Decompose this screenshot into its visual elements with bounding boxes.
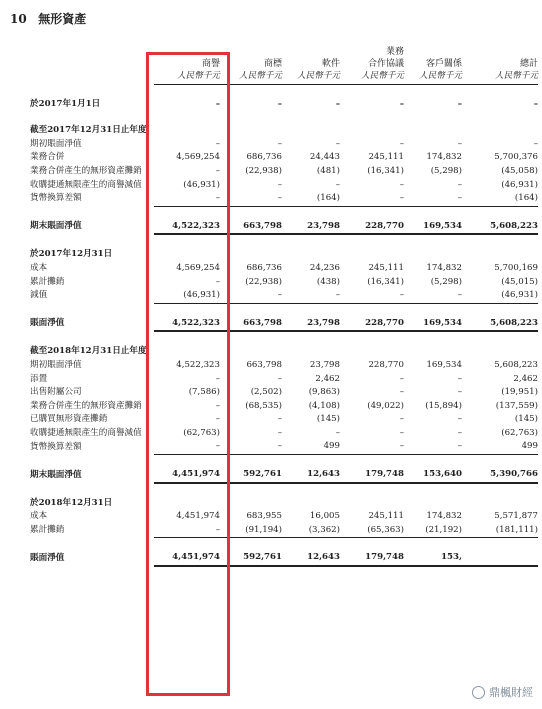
col-header-line1: 業務: [385, 47, 404, 57]
table-row: [30, 413, 538, 427]
col-header-customer-relationships: 客戶關係: [425, 59, 462, 69]
cell-value: 169,534: [404, 220, 462, 235]
row-label: 業務合併產生的無形資產攤銷: [30, 400, 142, 411]
cell-value: [154, 497, 220, 511]
cell-value: –: [457, 387, 462, 398]
row-label: 截至2017年12月31日止年度: [30, 125, 147, 136]
cell-value: 4,451,974: [154, 468, 220, 483]
cell-value: [462, 551, 538, 566]
table-row: [30, 373, 538, 387]
table-row: [30, 151, 538, 165]
cell-value: –: [215, 98, 220, 109]
cell-value: –: [533, 138, 538, 149]
cell-value: (7,586): [188, 387, 220, 398]
row-label: 收購捷通無限產生的商譽減值: [30, 179, 142, 190]
watermark-text: 鼎楓財經: [489, 686, 533, 699]
cell-value: 5,571,877: [494, 511, 538, 522]
cell-value: [154, 248, 220, 262]
cell-value: –: [399, 179, 404, 190]
cell-value: 24,443: [309, 152, 340, 163]
spacer-row: [30, 455, 538, 469]
cell-value: –: [404, 289, 462, 303]
col-header-software: 軟件: [321, 59, 340, 69]
cell-value: 663,798: [220, 220, 282, 235]
cell-value: (16,341): [367, 165, 404, 176]
unit-label: 人民幣千元: [462, 70, 538, 84]
row-label: 期初賬面淨值: [30, 359, 82, 370]
cell-value: 663,798: [246, 359, 282, 370]
cell-value: 592,761: [220, 468, 282, 483]
cell-value: 179,748: [340, 551, 404, 566]
unit-row: [30, 70, 538, 84]
cell-value: –: [277, 179, 282, 190]
cell-value: [282, 124, 340, 138]
cell-value: –: [457, 414, 462, 425]
cell-value: –: [220, 289, 282, 303]
cell-value: [404, 497, 462, 511]
cell-value: (45,058): [501, 165, 538, 176]
column-header-row-2: [30, 58, 538, 70]
cell-value: (145): [316, 414, 340, 425]
cell-value: –: [220, 192, 282, 206]
row-label: 賬面淨值: [30, 552, 65, 563]
cell-value: (438): [316, 276, 340, 287]
cell-value: (5,298): [430, 276, 462, 287]
col-header-goodwill: 商譽: [201, 59, 220, 69]
cell-value: (65,363): [340, 524, 404, 538]
cell-value: –: [399, 427, 404, 438]
cell-value: 5,608,223: [462, 317, 538, 332]
cell-value: –: [215, 276, 220, 287]
cell-value: –: [220, 440, 282, 454]
table-row: [30, 468, 538, 483]
unit-label: 人民幣千元: [154, 70, 220, 84]
cell-value: 686,736: [246, 262, 282, 273]
row-label: 貨幣換算差額: [30, 193, 82, 204]
cell-value: 2,462: [513, 373, 538, 384]
cell-value: –: [457, 138, 462, 149]
cell-value: (164): [282, 192, 340, 206]
cell-value: 23,798: [282, 220, 340, 235]
cell-value: 5,390,766: [462, 468, 538, 483]
cell-value: –: [399, 373, 404, 384]
cell-value: [220, 345, 282, 359]
cell-value: (45,015): [501, 276, 538, 287]
row-label: 期末賬面淨值: [30, 221, 82, 232]
cell-value: 24,236: [309, 262, 340, 273]
cell-value: 4,569,254: [176, 152, 220, 163]
wechat-logo-icon: [472, 686, 485, 699]
cell-value: 169,534: [426, 359, 462, 370]
cell-value: [282, 345, 340, 359]
cell-value: 23,798: [309, 359, 340, 370]
cell-value: 174,832: [426, 511, 462, 522]
cell-value: –: [215, 165, 220, 176]
table-row: [30, 427, 538, 441]
cell-value: (15,894): [425, 400, 462, 411]
unit-label: 人民幣千元: [282, 70, 340, 84]
cell-value: 16,005: [309, 511, 340, 522]
cell-value: –: [399, 138, 404, 149]
cell-value: 663,798: [220, 317, 282, 332]
col-header-line1: [220, 46, 282, 58]
cell-value: 5,608,223: [494, 359, 538, 370]
col-header-trademarks: 商標: [263, 59, 282, 69]
row-label: 成本: [30, 262, 48, 273]
table-row: [30, 400, 538, 414]
cell-value: 4,522,323: [154, 317, 220, 332]
cell-value: (68,535): [245, 400, 282, 411]
cell-value: 5,700,169: [494, 262, 538, 273]
table-row: [30, 551, 538, 566]
table-row: [30, 262, 538, 276]
cell-value: (2,502): [250, 387, 282, 398]
col-header-line1: [282, 46, 340, 58]
cell-value: [340, 497, 404, 511]
cell-value: (16,341): [367, 276, 404, 287]
cell-value: –: [399, 414, 404, 425]
cell-value: 499: [462, 440, 538, 454]
spacer-row: [30, 538, 538, 552]
spacer-row: [30, 111, 538, 124]
cell-value: (145): [514, 414, 538, 425]
spacer-row: [30, 303, 538, 317]
cell-value: 174,832: [426, 152, 462, 163]
row-label: 截至2018年12月31日止年度: [30, 346, 147, 357]
cell-value: –: [457, 98, 462, 109]
table-row: [30, 317, 538, 332]
row-label: 於2017年1月1日: [30, 98, 101, 109]
cell-value: 169,534: [404, 317, 462, 332]
cell-value: –: [215, 138, 220, 149]
cell-value: 4,569,254: [176, 262, 220, 273]
cell-value: (4,108): [308, 400, 340, 411]
row-label: 添置: [30, 373, 48, 384]
section-number: 10: [10, 12, 27, 26]
cell-value: (181,111): [462, 524, 538, 538]
cell-value: (481): [316, 165, 340, 176]
cell-value: (62,763): [183, 427, 220, 438]
cell-value: 683,955: [246, 511, 282, 522]
cell-value: [282, 497, 340, 511]
cell-value: 23,798: [282, 317, 340, 332]
cell-value: 5,608,223: [462, 220, 538, 235]
cell-value: [154, 345, 220, 359]
col-header-line1: [462, 46, 538, 58]
cell-value: –: [457, 179, 462, 190]
cell-value: [220, 124, 282, 138]
table-row: [30, 165, 538, 179]
cell-value: –: [340, 192, 404, 206]
table-row: [30, 192, 538, 206]
watermark: [469, 683, 536, 701]
cell-value: (9,863): [308, 387, 340, 398]
cell-value: [340, 124, 404, 138]
cell-value: –: [404, 440, 462, 454]
cell-value: –: [404, 192, 462, 206]
cell-value: [340, 248, 404, 262]
row-label: 期末賬面淨值: [30, 469, 82, 480]
spacer-row: [30, 483, 538, 497]
cell-value: (5,298): [430, 165, 462, 176]
spacer-row: [30, 234, 538, 248]
cell-value: 592,761: [220, 551, 282, 566]
table-row: [30, 386, 538, 400]
col-header-line1: [404, 46, 462, 58]
cell-value: (62,763): [501, 427, 538, 438]
cell-value: (3,362): [282, 524, 340, 538]
cell-value: 245,111: [368, 511, 404, 522]
cell-value: –: [335, 179, 340, 190]
row-label: 已購買無形資產攤銷: [30, 414, 108, 425]
table-row: [30, 248, 538, 262]
table-row: [30, 497, 538, 511]
cell-value: 245,111: [368, 262, 404, 273]
unit-label: 人民幣千元: [340, 70, 404, 84]
row-label: 於2018年12月31日: [30, 497, 113, 508]
col-header-line1: [154, 46, 220, 58]
cell-value: 153,640: [404, 468, 462, 483]
section-heading: [10, 10, 86, 27]
cell-value: –: [533, 98, 538, 109]
unit-label: 人民幣千元: [220, 70, 282, 84]
cell-value: (22,938): [245, 165, 282, 176]
col-header-business-cooperation: 合作協議: [367, 59, 404, 69]
column-header-row-1: [30, 46, 538, 58]
cell-value: 5,700,376: [494, 152, 538, 163]
cell-value: 228,770: [368, 359, 404, 370]
cell-value: 12,643: [282, 468, 340, 483]
cell-value: (46,931): [501, 179, 538, 190]
row-label: 成本: [30, 511, 48, 522]
cell-value: –: [277, 98, 282, 109]
cell-value: [154, 124, 220, 138]
cell-value: –: [335, 138, 340, 149]
table-row: [30, 289, 538, 303]
cell-value: –: [277, 427, 282, 438]
cell-value: (164): [462, 192, 538, 206]
cell-value: 12,643: [282, 551, 340, 566]
cell-value: [404, 345, 462, 359]
cell-value: (137,559): [495, 400, 538, 411]
cell-value: 153,: [404, 551, 462, 566]
section-title: 無形資產: [38, 12, 87, 26]
spacer-row: [30, 206, 538, 220]
cell-value: 499: [282, 440, 340, 454]
unit-label: 人民幣千元: [404, 70, 462, 84]
cell-value: –: [277, 138, 282, 149]
col-header-total: 總計: [519, 59, 538, 69]
row-label: 貨幣換算差額: [30, 441, 82, 452]
cell-value: –: [277, 373, 282, 384]
cell-value: –: [335, 98, 340, 109]
cell-value: [340, 345, 404, 359]
cell-value: –: [154, 524, 220, 538]
row-label: 期初賬面淨值: [30, 138, 82, 149]
cell-value: [220, 248, 282, 262]
table-row: [30, 124, 538, 138]
cell-value: –: [215, 414, 220, 425]
cell-value: 4,522,323: [176, 359, 220, 370]
spacer-row: [30, 331, 538, 345]
cell-value: [462, 497, 538, 511]
cell-value: [462, 124, 538, 138]
cell-value: (49,022): [367, 400, 404, 411]
cell-value: –: [282, 289, 340, 303]
table-row: [30, 98, 538, 112]
cell-value: –: [154, 192, 220, 206]
row-label: 於2017年12月31日: [30, 249, 113, 260]
cell-value: (21,192): [404, 524, 462, 538]
row-label: 累計攤銷: [30, 276, 65, 287]
cell-value: [462, 345, 538, 359]
row-label: 減值: [30, 290, 48, 301]
cell-value: –: [340, 289, 404, 303]
table-row: [30, 440, 538, 454]
cell-value: 2,462: [315, 373, 340, 384]
table-row: [30, 138, 538, 152]
table-row: [30, 179, 538, 193]
cell-value: –: [340, 440, 404, 454]
cell-value: 174,832: [426, 262, 462, 273]
table-row: [30, 345, 538, 359]
cell-value: 228,770: [340, 220, 404, 235]
cell-value: –: [399, 387, 404, 398]
cell-value: 4,451,974: [176, 511, 220, 522]
cell-value: –: [215, 400, 220, 411]
row-label: 出售附屬公司: [30, 387, 82, 398]
cell-value: –: [399, 98, 404, 109]
cell-value: –: [154, 440, 220, 454]
cell-value: [462, 248, 538, 262]
cell-value: (46,931): [183, 179, 220, 190]
cell-value: [282, 248, 340, 262]
table-row: [30, 220, 538, 235]
cell-value: 4,522,323: [154, 220, 220, 235]
table-row: [30, 510, 538, 524]
table-row: [30, 359, 538, 373]
table-row: [30, 524, 538, 538]
cell-value: –: [335, 427, 340, 438]
cell-value: (46,931): [462, 289, 538, 303]
row-label: 累計攤銷: [30, 525, 65, 536]
cell-value: 228,770: [340, 317, 404, 332]
intangible-assets-table: [30, 46, 538, 567]
row-label: 業務合併: [30, 152, 65, 163]
cell-value: –: [457, 427, 462, 438]
row-label: 收購捷通無限產生的商譽減值: [30, 427, 142, 438]
cell-value: (91,194): [220, 524, 282, 538]
cell-value: 245,111: [368, 152, 404, 163]
cell-value: –: [277, 414, 282, 425]
cell-value: 4,451,974: [154, 551, 220, 566]
cell-value: (46,931): [154, 289, 220, 303]
cell-value: (19,951): [501, 387, 538, 398]
table-body: [30, 98, 538, 566]
cell-value: [404, 124, 462, 138]
cell-value: (22,938): [245, 276, 282, 287]
cell-value: 179,748: [340, 468, 404, 483]
cell-value: 686,736: [246, 152, 282, 163]
row-label: 業務合併產生的無形資產攤銷: [30, 165, 142, 176]
cell-value: –: [215, 373, 220, 384]
cell-value: [220, 497, 282, 511]
table-row: [30, 276, 538, 290]
cell-value: [404, 248, 462, 262]
cell-value: –: [457, 373, 462, 384]
row-label: 賬面淨值: [30, 318, 65, 329]
